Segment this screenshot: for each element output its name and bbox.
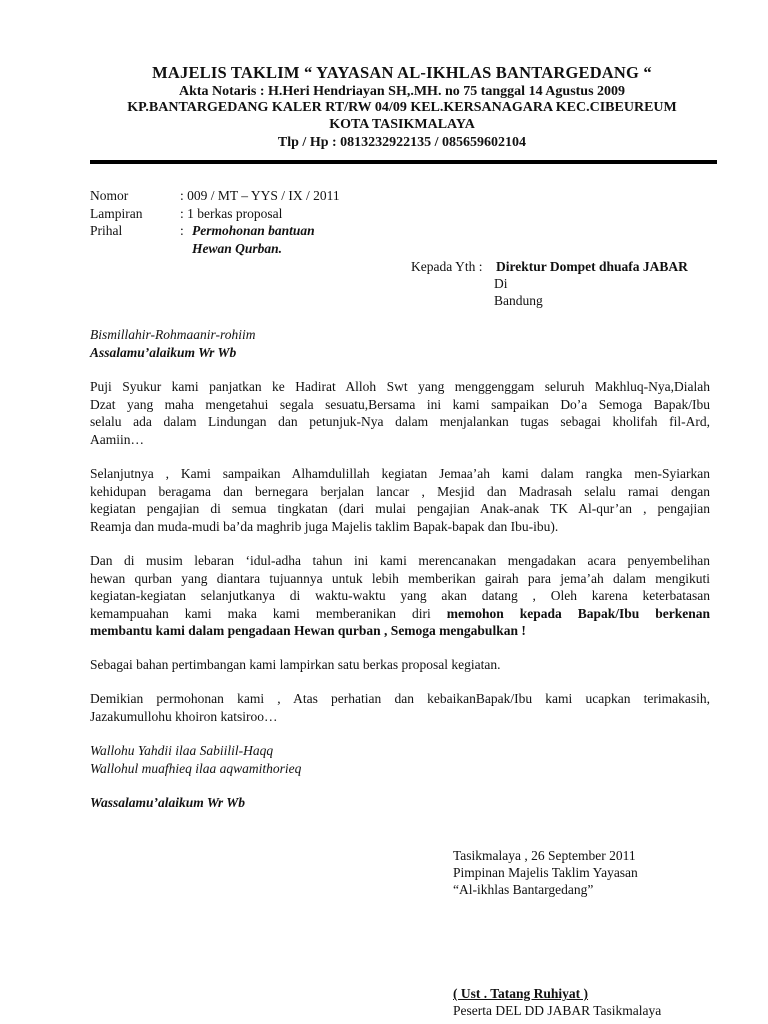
paragraph-line: Demikian permohonan kami , Atas perhatian dan kebaikanBapak/Ibu kami ucapkan terimakasih, — [90, 691, 710, 706]
paragraph-line: kehidupan beragama dan bernegara berjalan lancar , Mesjid dan Madrasah selalu ramai dengan — [90, 483, 710, 499]
paragraph-1 — [90, 378, 710, 448]
nomor-label: Nomor — [90, 188, 129, 203]
paragraph-line: Puji Syukur kami panjatkan ke Hadirat Alloh Swt yang menggenggam seluruh Makhluq-Nya,Dialah — [90, 379, 710, 394]
paragraph-line: selalu ada dalam Lindungan dan petunjuk-Nya dalam menjalankan tugas sebagai kholifah fil-Ard, — [90, 414, 710, 430]
paragraph-line: kegiatan-kegiatan selanjutkanya di waktu-waktu yang akan datang , Oleh karena keterbatasan — [90, 588, 710, 604]
request-emphasis-text: memohon kepada Bapak/Ibu berkenan — [446, 605, 710, 621]
signer-name: ( Ust . Tatang Ruhiyat ) — [453, 986, 589, 1001]
paragraph-2 — [90, 465, 710, 535]
recipient-name: Direktur Dompet dhuafa JABAR — [496, 259, 688, 274]
nomor-value: : 009 / MT – YYS / IX / 2011 — [180, 188, 340, 203]
paragraph-line: Reamja dan muda-mudi ba’da maghrib juga Majelis taklim Bapak-bapak dan Ibu-ibu). — [90, 518, 559, 534]
paragraph-line: Aamiin… — [90, 431, 144, 447]
letterhead-divider — [90, 160, 717, 164]
signer-title-1: Pimpinan Majelis Taklim Yayasan — [453, 865, 638, 880]
paragraph-5 — [90, 690, 710, 725]
closing-salam: Wassalamu’alaikum Wr Wb — [90, 795, 246, 810]
paragraph-line: Dan di musim lebaran ‘idul-adha tahun ini kami merencanakan mengadakan acara penyembelihan — [90, 553, 710, 568]
address-line-1: KP.BANTARGEDANG KALER RT/RW 04/09 KEL.KERSANAGARA KEC.CIBEUREUM — [127, 100, 677, 115]
paragraph-text: kemampuahan kami maka kami memberanikan diri — [90, 605, 447, 621]
opening-salam: Assalamu’alaikum Wr Wb — [90, 345, 237, 360]
lampiran-value: : 1 berkas proposal — [180, 206, 283, 221]
phone-line: Tlp / Hp : 0813232922135 / 085659602104 — [277, 135, 527, 150]
notary-deed: Akta Notaris : H.Heri Hendriayan SH,.MH. no 75 tanggal 14 Agustus 2009 — [178, 84, 626, 99]
closing-prayer-1: Wallohu Yahdii ilaa Sabiilil-Haqq — [90, 743, 274, 758]
paragraph-3 — [90, 552, 710, 640]
prihal-line-2: Hewan Qurban. — [192, 241, 283, 256]
closing-prayer-2: Wallohul muafhieq ilaa aqwamithorieq — [90, 761, 302, 776]
request-emphasis-line: membantu kami dalam pengadaan Hewan qurban , Semoga mengabulkan ! — [90, 623, 526, 639]
paragraph-line: hewan qurban yang diantara tujuannya untuk lebih memberikan gairah para jema’ah dalam mengikuti — [90, 570, 710, 586]
signer-note: Peserta DEL DD JABAR Tasikmalaya — [453, 1003, 662, 1018]
place-date: Tasikmalaya , 26 September 2011 — [453, 848, 636, 863]
paragraph-line: Dzat yang maha mengetahui segala sesuatu,Bersama ini kami sampaikan Do’a Semoga Bapak/Ibu — [90, 396, 710, 412]
lampiran-label: Lampiran — [90, 206, 143, 221]
prihal-line-1: Permohonan bantuan — [192, 223, 315, 238]
paragraph-line: Jazakumullohu khoiron katsiroo… — [90, 708, 278, 724]
paragraph-line — [90, 605, 710, 623]
recipient-prefix: Kepada Yth : — [411, 259, 483, 274]
basmalah: Bismillahir-Rohmaanir-rohiim — [90, 327, 256, 342]
address-line-2: KOTA TASIKMALAYA — [329, 117, 475, 132]
prihal-colon: : — [180, 223, 184, 238]
signer-title-2: “Al-ikhlas Bantargedang” — [453, 882, 594, 897]
paragraph-line: Selanjutnya , Kami sampaikan Alhamdulillah kegiatan Jemaa’ah kami dalam rangka men-Syiarkan — [90, 466, 710, 481]
recipient-city: Bandung — [494, 293, 543, 308]
organization-name: MAJELIS TAKLIM “ YAYASAN AL-IKHLAS BANTARGEDANG “ — [152, 63, 652, 82]
prihal-label: Prihal — [90, 223, 123, 238]
recipient-di: Di — [494, 276, 508, 291]
paragraph-line: kegiatan pengajian di semua tingkatan (dari mulai pengajian Anak-anak TK Al-qur’an , pengajian — [90, 501, 710, 517]
paragraph-4: Sebagai bahan pertimbangan kami lampirkan satu berkas proposal kegiatan. — [90, 657, 501, 672]
